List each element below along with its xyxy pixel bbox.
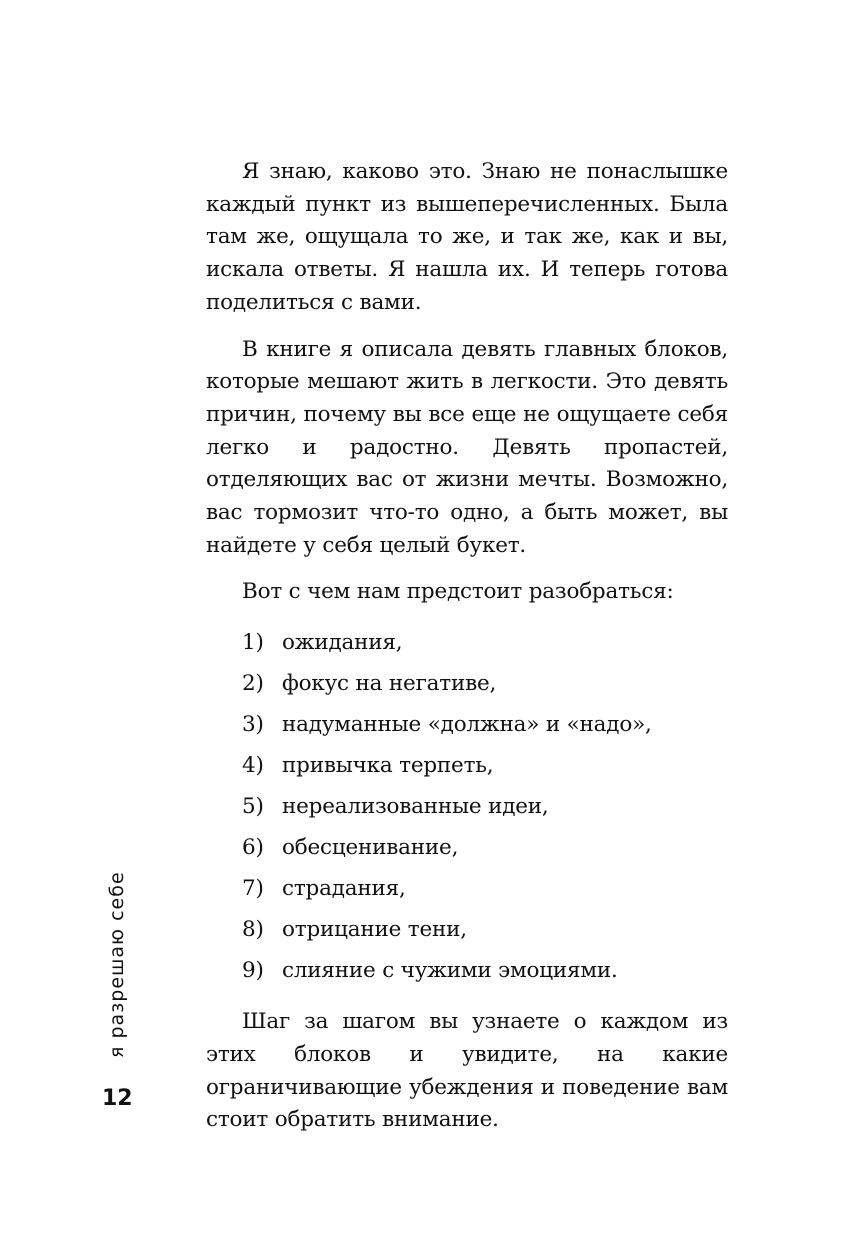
list-item	[206, 869, 728, 910]
list-item-number: 5)	[242, 794, 264, 820]
paragraph-2: В книге я описала девять главных блоков, которые мешают жить в легкости. Это девять причин, почему вы все еще не ощущаете себя легко и радостно. Девять пропастей, отделяющих вас от жизни мечты. Возможно, вас тормозит что-то одно, а быть может, вы найдете у себя целый букет.	[206, 336, 728, 558]
list-item	[206, 828, 728, 869]
list-item-number: 2)	[242, 671, 264, 697]
list-item	[206, 664, 728, 705]
list-item-text: ожидания,	[282, 630, 403, 656]
list-item	[206, 746, 728, 787]
list-item-number: 4)	[242, 753, 264, 779]
paragraph-1: Я знаю, каково это. Знаю не понаслышке каждый пункт из вышеперечисленных. Была там же, ощущала то же, и так же, как и вы, искала ответы. Я нашла их. И теперь готова поделиться с вами.	[206, 159, 728, 315]
list-item	[206, 951, 728, 992]
list-item	[206, 623, 728, 664]
list-item-number: 7)	[242, 876, 264, 902]
list-item-text: страдания,	[282, 876, 406, 902]
list-item-text: слияние с чужими эмоциями.	[282, 958, 618, 984]
list-item-number: 6)	[242, 835, 264, 861]
list-item-number: 3)	[242, 712, 264, 738]
page-number: 12	[102, 1086, 133, 1111]
list-item	[206, 705, 728, 746]
paragraph-3: Шаг за шагом вы узнаете о каждом из этих блоков и увидите, на какие ограничивающие убеждения и поведение вам стоит обратить внимание.	[206, 1009, 728, 1133]
page-body	[206, 156, 728, 1151]
list-item	[206, 787, 728, 828]
list-item-number: 9)	[242, 958, 264, 984]
list-item-text: нереализованные идеи,	[282, 794, 549, 820]
list-item-number: 8)	[242, 917, 264, 943]
list-intro: Вот с чем нам предстоит разобраться:	[242, 579, 674, 605]
list-item-text: обесценивание,	[282, 835, 459, 861]
list-item-text: привычка терпеть,	[282, 753, 494, 779]
list-item-text: отрицание тени,	[282, 917, 467, 943]
running-title: я разрешаю себе	[106, 871, 128, 1058]
blocks-list	[206, 623, 728, 992]
list-item	[206, 910, 728, 951]
list-item-number: 1)	[242, 630, 264, 656]
list-item-text: фокус на негативе,	[282, 671, 497, 697]
list-item-text: надуманные «должна» и «надо»,	[282, 712, 652, 738]
